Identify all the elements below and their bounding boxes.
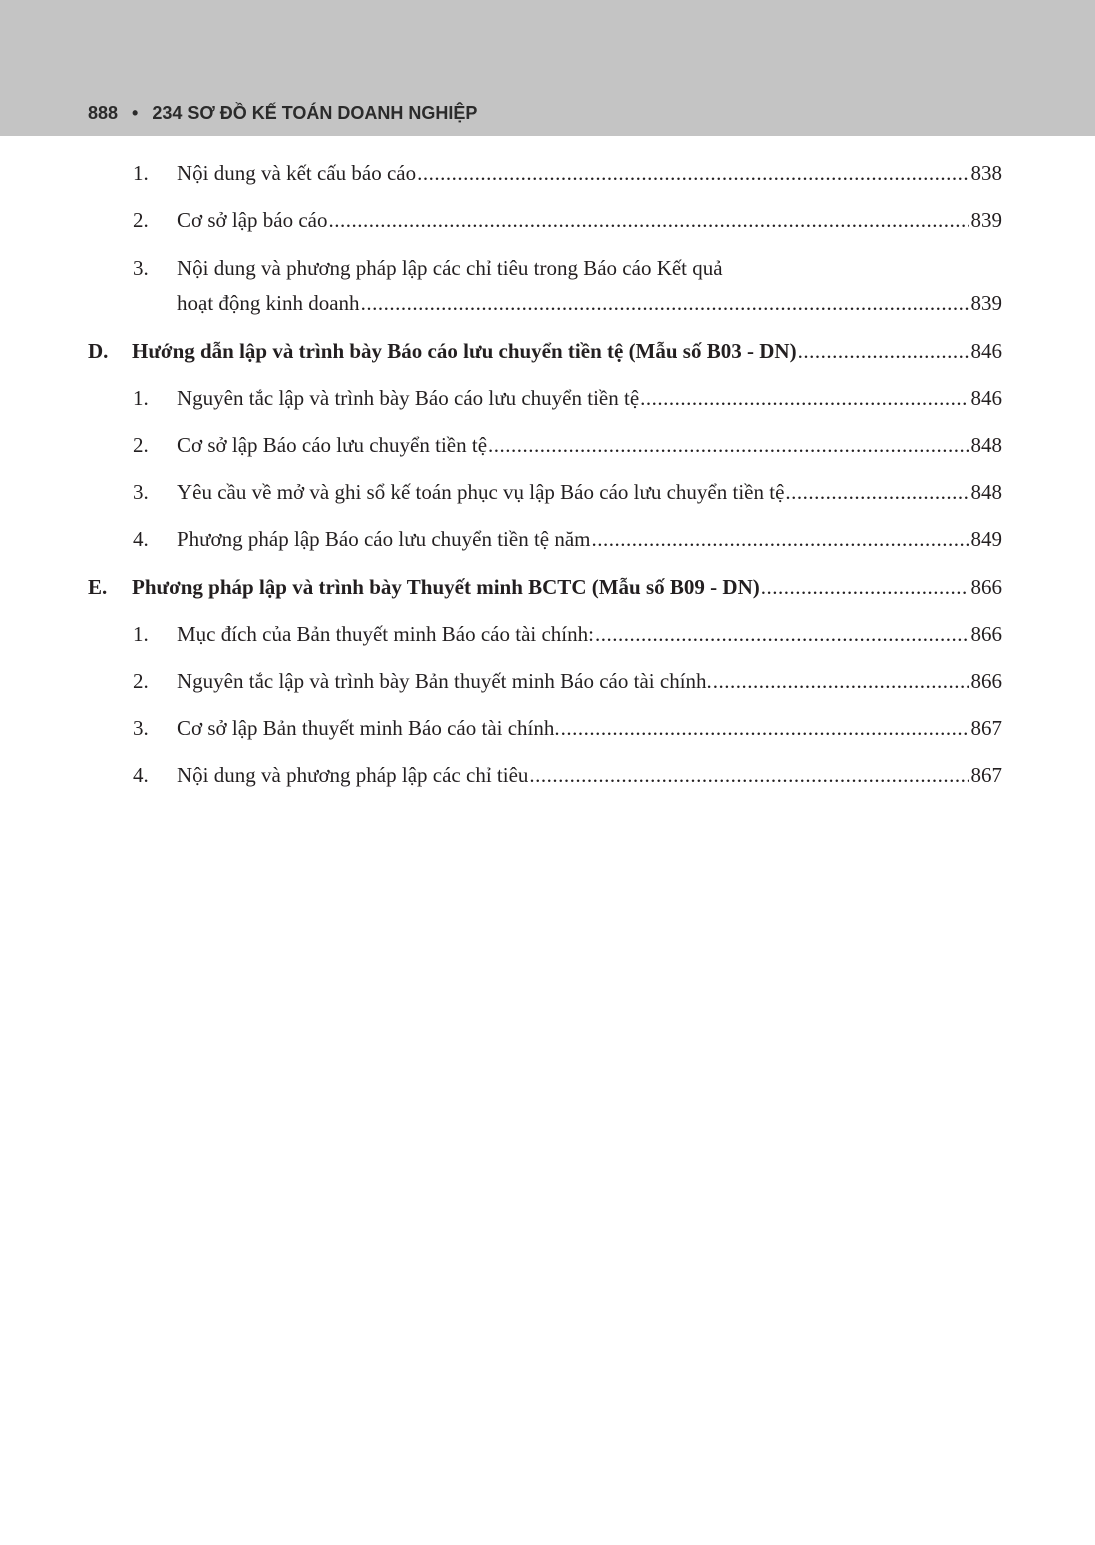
dot-leader (361, 288, 969, 318)
toc-entry-d3[interactable] (88, 477, 1002, 507)
header-separator: • (132, 103, 139, 123)
toc-entry-page: 866 (970, 622, 1002, 646)
toc-entry-page: 846 (970, 386, 1002, 410)
toc-section-letter: E. (88, 575, 108, 599)
toc-entry-page: 867 (970, 716, 1002, 740)
toc-entry-title: Mục đích của Bản thuyết minh Báo cáo tài chính: (177, 622, 594, 646)
toc-entry-number: 1. (133, 161, 149, 185)
toc-entry-title: Nguyên tắc lập và trình bày Bản thuyết minh Báo cáo tài chính. (177, 669, 712, 693)
toc-entry-title-line1: Nội dung và phương pháp lập các chỉ tiêu trong Báo cáo Kết quả (177, 256, 723, 280)
toc-entry-e4[interactable] (88, 760, 1002, 790)
toc-entry-title-line2: hoạt động kinh doanh (177, 291, 360, 315)
toc-entry-number: 2. (133, 669, 149, 693)
toc-entry-title: Yêu cầu về mở và ghi sổ kế toán phục vụ lập Báo cáo lưu chuyển tiền tệ (177, 480, 785, 504)
toc-entry-page: 866 (970, 669, 1002, 693)
toc-entry-number: 3. (133, 480, 149, 504)
toc-section-page: 846 (970, 339, 1002, 363)
toc-entry-page: 848 (970, 480, 1002, 504)
toc-entry-title: Cơ sở lập Bản thuyết minh Báo cáo tài chính. (177, 716, 560, 740)
toc-entry-number: 1. (133, 386, 149, 410)
toc-entry-e2[interactable] (88, 666, 1002, 696)
toc-section-d[interactable] (88, 336, 1002, 366)
toc-entry-e3[interactable] (88, 713, 1002, 743)
toc-entry-title: Nội dung và phương pháp lập các chỉ tiêu (177, 763, 529, 787)
toc-entry-c2[interactable] (88, 205, 1002, 235)
toc-entry-page: 849 (970, 527, 1002, 551)
toc-entry-title: Phương pháp lập Báo cáo lưu chuyển tiền tệ năm (177, 527, 591, 551)
toc-entry-e1[interactable] (88, 619, 1002, 649)
toc-entry-title: Nguyên tắc lập và trình bày Báo cáo lưu chuyển tiền tệ (177, 386, 640, 410)
toc-entry-title: Cơ sở lập Báo cáo lưu chuyển tiền tệ (177, 433, 488, 457)
toc-entry-number: 4. (133, 527, 149, 551)
toc-entry-c1[interactable] (88, 158, 1002, 188)
toc-entry-number: 2. (133, 433, 149, 457)
dot-leader (329, 205, 969, 235)
dot-leader (640, 383, 968, 413)
toc-entry-page: 838 (970, 161, 1002, 185)
toc-entry-page: 867 (970, 763, 1002, 787)
toc-entry-page: 848 (970, 433, 1002, 457)
toc-entry-title: Nội dung và kết cấu báo cáo (177, 161, 417, 185)
toc-section-letter: D. (88, 339, 109, 363)
book-title: 234 SƠ ĐỒ KẾ TOÁN DOANH NGHIỆP (152, 103, 478, 123)
toc-section-page: 866 (970, 575, 1002, 599)
dot-leader (488, 430, 968, 460)
dot-leader (798, 336, 969, 366)
toc-section-e[interactable] (88, 572, 1002, 602)
dot-leader (713, 666, 969, 696)
toc-entry-number: 1. (133, 622, 149, 646)
toc-entry-number: 3. (133, 256, 149, 280)
toc-entry-number: 2. (133, 208, 149, 232)
toc-section-title: Phương pháp lập và trình bày Thuyết minh BCTC (Mẫu số B09 - DN) (132, 575, 760, 599)
toc-entry-page: 839 (970, 291, 1002, 315)
toc-entry-d2[interactable] (88, 430, 1002, 460)
toc-entry-c3-line1[interactable] (88, 253, 1002, 283)
page-number: 888 (88, 103, 119, 123)
toc-entry-d4[interactable] (88, 524, 1002, 554)
toc-entry-page: 839 (970, 208, 1002, 232)
toc-section-title: Hướng dẫn lập và trình bày Báo cáo lưu chuyển tiền tệ (Mẫu số B03 - DN) (132, 339, 797, 363)
toc-entry-title: Cơ sở lập báo cáo (177, 208, 328, 232)
toc-entry-d1[interactable] (88, 383, 1002, 413)
dot-leader (785, 477, 968, 507)
toc-entry-c3-line2[interactable] (88, 288, 1002, 318)
dot-leader (417, 158, 968, 188)
dot-leader (529, 760, 968, 790)
toc-entry-number: 3. (133, 716, 149, 740)
dot-leader (761, 572, 969, 602)
toc-entry-number: 4. (133, 763, 149, 787)
dot-leader (561, 713, 969, 743)
dot-leader (592, 524, 969, 554)
dot-leader (595, 619, 969, 649)
